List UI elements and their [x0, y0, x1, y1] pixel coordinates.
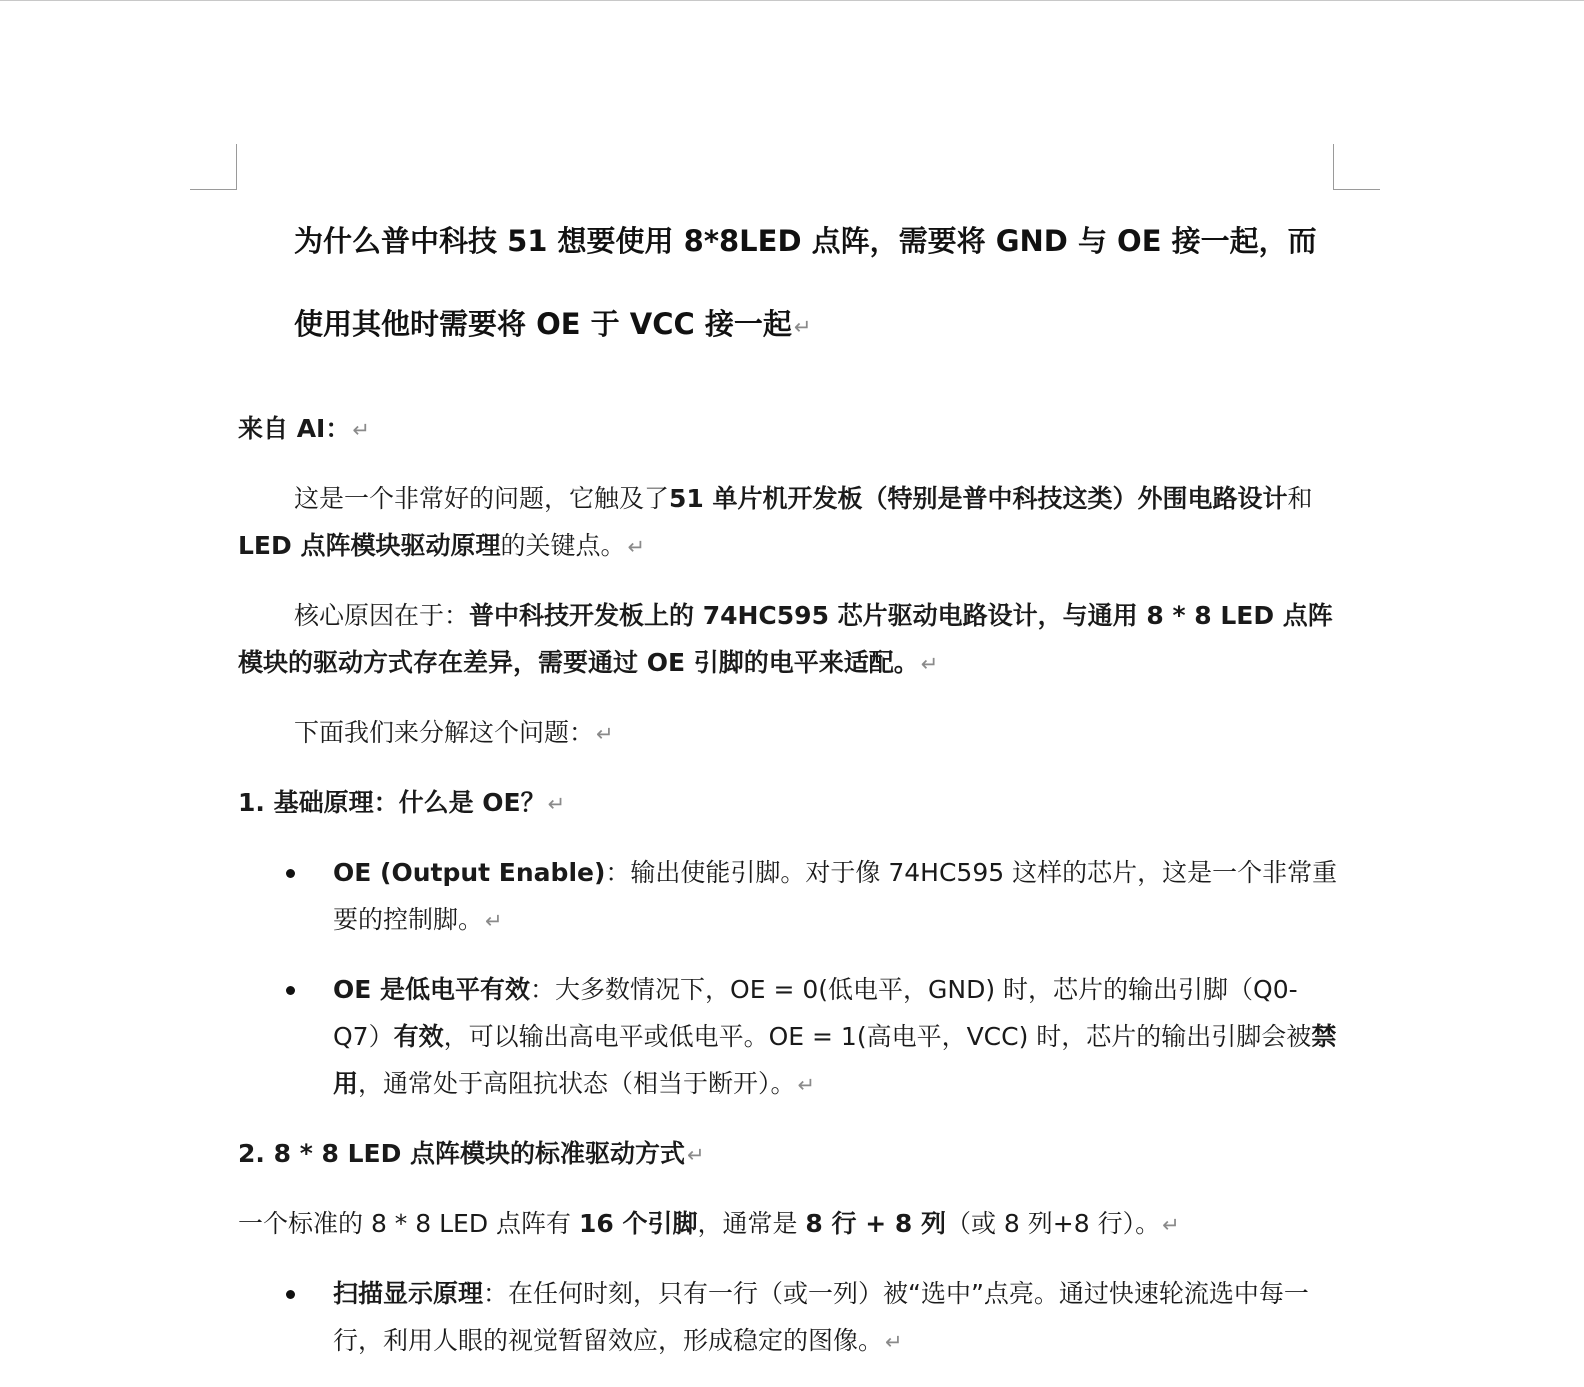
section-2-bold-2: 8 行 + 8 列 — [805, 1209, 946, 1238]
section-2-text-3: （或 8 列+8 行）。 — [945, 1209, 1161, 1238]
list-item — [238, 966, 1338, 1109]
crop-mark-top-left — [236, 144, 237, 190]
list-item — [238, 1270, 1338, 1366]
bullet-bold: OE (Output Enable) — [333, 858, 606, 887]
bullet-text: ，可以输出高电平或低电平。OE = 1(高电平，VCC) 时，芯片的输出引脚会被 — [443, 1022, 1312, 1051]
paragraph-mark-icon: ↵ — [547, 792, 566, 816]
paragraph-mark-icon: ↵ — [1162, 1213, 1180, 1237]
section-2-heading — [238, 1130, 1338, 1179]
crop-mark-top-right — [1334, 189, 1380, 190]
intro-bold-2: LED 点阵模块驱动原理 — [238, 531, 501, 560]
title-line-1: 为什么普中科技 51 想要使用 8*8LED 点阵，需要将 GND 与 OE 接一起，而 — [294, 224, 1317, 258]
paragraph-mark-icon: ↵ — [885, 1330, 903, 1354]
paragraph-mark-icon: ↵ — [352, 418, 370, 442]
section-2-bold-1: 16 个引脚 — [578, 1209, 698, 1238]
section-1-heading — [238, 779, 1338, 828]
document-title — [238, 200, 1338, 369]
section-2-bullet-list — [238, 1270, 1338, 1366]
from-ai-text: 来自 AI： — [238, 414, 351, 443]
intro-text-3: 的关键点。 — [500, 531, 626, 560]
intro-paragraph — [238, 475, 1338, 571]
section-2-heading-text: 2. 8 * 8 LED 点阵模块的标准驱动方式 — [238, 1139, 686, 1168]
bullet-bold: 扫描显示原理 — [333, 1279, 484, 1308]
breakdown-paragraph — [238, 709, 1338, 758]
paragraph-mark-icon: ↵ — [793, 315, 812, 339]
section-2-text-1: 一个标准的 8 * 8 LED 点阵有 — [238, 1209, 579, 1238]
from-ai-label — [238, 405, 1338, 454]
breakdown-text: 下面我们来分解这个问题： — [294, 718, 595, 747]
bullet-bold: 有效 — [393, 1022, 444, 1051]
intro-text-2: 和 — [1287, 484, 1313, 513]
core-text-1: 核心原因在于： — [294, 601, 470, 630]
bullet-text: ：大多数情况下，OE = 0(低电平，GND) 时，芯片的输出引脚（Q0-Q7） — [333, 975, 1298, 1051]
core-reason-paragraph — [238, 592, 1338, 688]
intro-text-1: 这是一个非常好的问题，它触及了 — [294, 484, 670, 513]
paragraph-mark-icon: ↵ — [687, 1143, 705, 1167]
paragraph-mark-icon: ↵ — [920, 652, 939, 676]
paragraph-mark-icon: ↵ — [596, 722, 614, 746]
bullet-icon — [286, 986, 295, 995]
paragraph-mark-icon: ↵ — [797, 1073, 816, 1097]
bullet-bold: OE 是低电平有效 — [333, 975, 531, 1004]
title-line-2: 使用其他时需要将 OE 于 VCC 接一起 — [294, 307, 792, 341]
bullet-bold: 禁用 — [333, 1022, 1337, 1098]
paragraph-mark-icon: ↵ — [627, 535, 646, 559]
crop-mark-top-right — [1333, 144, 1334, 190]
section-2-text-2: ，通常是 — [697, 1209, 806, 1238]
list-item — [238, 849, 1338, 945]
bullet-icon — [286, 869, 295, 878]
crop-mark-top-left — [190, 189, 236, 190]
paragraph-mark-icon: ↵ — [485, 909, 503, 933]
intro-bold-1: 51 单片机开发板（特别是普中科技这类）外围电路设计 — [669, 484, 1288, 513]
core-bold-1: 普中科技开发板上的 74HC595 芯片驱动电路设计，与通用 8 * 8 LED 点阵模块的驱动方式存在差异，需要通过 OE 引脚的电平来适配。 — [238, 601, 1333, 677]
page-top-edge — [0, 0, 1584, 1]
bullet-text: ：在任何时刻，只有一行（或一列）被“选中”点亮。通过快速轮流选中每一行，利用人眼的视觉暂留效应，形成稳定的图像。 — [333, 1279, 1309, 1355]
section-1-heading-text: 1. 基础原理：什么是 OE？ — [238, 788, 546, 817]
section-2-paragraph — [238, 1200, 1338, 1249]
bullet-text: ：输出使能引脚。对于像 74HC595 这样的芯片，这是一个非常重要的控制脚。 — [333, 858, 1338, 934]
bullet-text: ，通常处于高阻抗状态（相当于断开）。 — [358, 1069, 796, 1098]
document-page[interactable] — [238, 200, 1338, 1387]
bullet-icon — [286, 1290, 295, 1299]
section-1-bullet-list — [238, 849, 1338, 1109]
